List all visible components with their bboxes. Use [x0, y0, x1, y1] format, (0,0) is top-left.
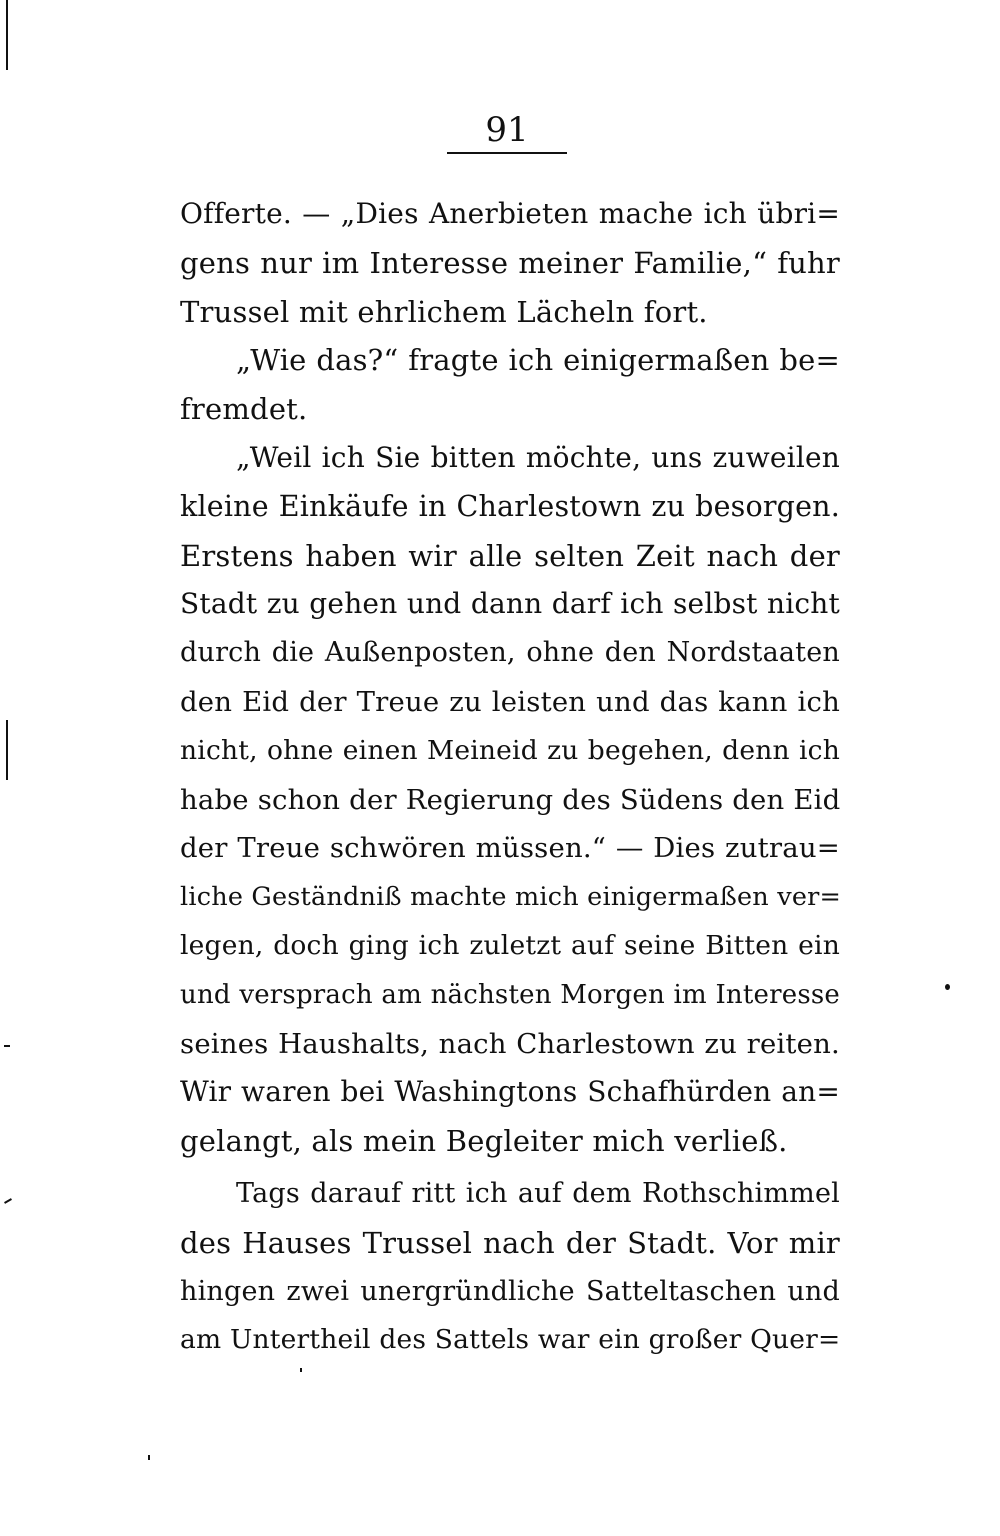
ink-speck — [300, 1368, 302, 1372]
scan-edge-mark — [4, 1198, 12, 1204]
body-text — [180, 190, 840, 1365]
text-line: fremdet. — [180, 392, 308, 427]
text-line: des Hauses Trussel nach der Stadt. Vor mir — [180, 1225, 840, 1260]
text-line: am Untertheil des Sattels war ein großer Quer= — [180, 1324, 841, 1356]
text-line: Stadt zu gehen und dann darf ich selbst nicht — [180, 587, 840, 621]
text-line: habe schon der Regierung des Südens den Eid — [180, 783, 841, 816]
text-line: „Weil ich Sie bitten möchte, uns zuweilen — [236, 440, 840, 474]
text-line: seines Haushalts, nach Charlestown zu reiten. — [180, 1027, 840, 1060]
page-number: 91 — [485, 110, 529, 150]
text-line: den Eid der Treue zu leisten und das kann ich — [180, 685, 840, 718]
text-line: gelangt, als mein Begleiter mich verließ. — [180, 1124, 788, 1159]
scan-edge-mark — [4, 1045, 10, 1047]
text-line: Erstens haben wir alle selten Zeit nach der — [180, 538, 840, 573]
scan-edge-mark — [6, 720, 8, 780]
ink-speck — [148, 1455, 150, 1460]
text-line: „Wie das?“ fragte ich einigermaßen be= — [236, 343, 840, 378]
text-line: und versprach am nächsten Morgen im Interesse — [180, 979, 840, 1010]
text-line: gens nur im Interesse meiner Familie,“ fuhr — [180, 245, 840, 280]
header-rule — [447, 152, 567, 154]
text-line: hingen zwei unergründliche Satteltaschen und — [180, 1275, 840, 1307]
text-line: Wir waren bei Washingtons Schafhürden an= — [180, 1075, 840, 1109]
text-line: legen, doch ging ich zuletzt auf seine Bitten ein — [180, 929, 840, 961]
text-line: Offerte. — „Dies Anerbieten mache ich übri= — [180, 197, 840, 230]
ink-speck — [945, 984, 950, 990]
text-line: liche Geständniß machte mich einigermaßen ver= — [180, 882, 842, 913]
text-line: durch die Außenposten, ohne den Nordstaaten — [180, 637, 840, 669]
text-line: Tags darauf ritt ich auf dem Rothschimmel — [236, 1177, 840, 1209]
text-line: der Treue schwören müssen.“ — Dies zutrau= — [180, 832, 840, 865]
scan-edge-mark — [6, 0, 8, 70]
text-line: kleine Einkäufe in Charlestown zu besorgen. — [180, 489, 840, 523]
text-line: nicht, ohne einen Meineid zu begehen, denn ich — [180, 734, 840, 766]
text-line: Trussel mit ehrlichem Lächeln fort. — [180, 294, 708, 329]
